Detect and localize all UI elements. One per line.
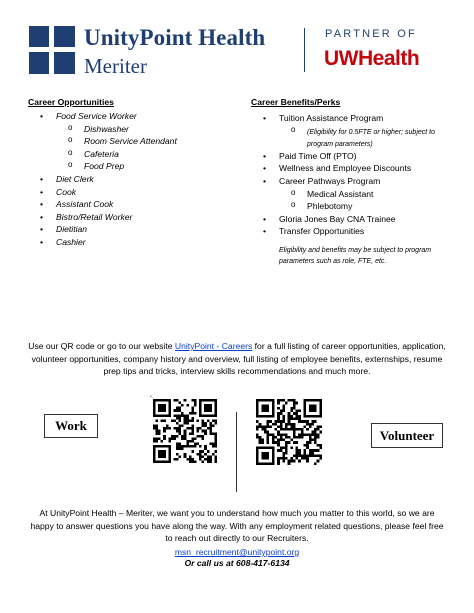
list-item (279, 125, 451, 150)
unitypoint-cross-logo-icon (29, 26, 75, 74)
circle-bullet-icon: o (68, 135, 73, 145)
volunteer-label-box: Volunteer (371, 423, 443, 448)
list-item: • Diet Clerk (40, 173, 94, 184)
recruitment-email (28, 547, 446, 557)
food-service-sublist (56, 123, 238, 173)
bullet-icon: • (40, 186, 44, 197)
circle-bullet-icon: o (291, 187, 296, 197)
bullet-icon: • (263, 163, 267, 174)
work-qr-code[interactable] (153, 399, 217, 463)
list-item: • Transfer Opportunities (263, 226, 365, 237)
list-item: o Medical Assistant (291, 187, 374, 199)
bullet-icon: • (40, 199, 44, 210)
volunteer-qr-code[interactable] (256, 399, 322, 465)
header (0, 0, 474, 86)
bullet-icon: • (263, 213, 267, 224)
partner-label: PARTNER OF (325, 28, 417, 40)
circle-bullet-icon: o (68, 160, 73, 170)
circle-bullet-icon: o (291, 200, 296, 210)
bullet-icon: • (40, 173, 44, 184)
list-item: o Food Prep (68, 160, 125, 172)
career-opportunities-title: Career Opportunities (28, 97, 114, 107)
career-benefits-section (251, 97, 451, 267)
list-item: o Phlebotomy (291, 200, 353, 212)
bullet-icon: • (40, 211, 44, 222)
circle-bullet-icon: o (68, 122, 73, 132)
list-item: • Gloria Jones Bay CNA Trainee (263, 213, 396, 224)
career-opportunities-section (28, 97, 238, 249)
benefits-list (251, 112, 451, 238)
work-label-box: Work (44, 414, 98, 438)
bullet-icon: • (263, 175, 267, 186)
qr-divider (236, 412, 237, 492)
list-item: • Bistro/Retail Worker (40, 211, 133, 222)
marker-dot: • (150, 394, 152, 400)
list-item: • Assistant Cook (40, 199, 114, 210)
list-item: • Wellness and Employee Discounts (263, 163, 412, 174)
bullet-icon: • (40, 224, 44, 235)
bullet-icon: • (263, 150, 267, 161)
list-item: • Cashier (40, 236, 86, 247)
opportunities-list (28, 110, 238, 249)
careers-link[interactable]: UnityPoint - Careers (174, 341, 253, 351)
circle-bullet-icon: o (68, 147, 73, 157)
tuition-sublist (279, 125, 451, 150)
list-item: • Cook (40, 186, 77, 197)
circle-bullet-icon: o (291, 124, 296, 134)
list-item: o Dishwasher (68, 122, 129, 134)
bullet-icon: • (40, 236, 44, 247)
unitypoint-logo-name: UnityPoint Health (84, 25, 266, 50)
list-item: • Dietitian (40, 224, 88, 235)
bullet-icon: • (263, 226, 267, 237)
unitypoint-logo-sub: Meriter (84, 54, 147, 78)
list-item: • Tuition Assistance Program o (Eligibility for 0.5FTE or higher; subject to program parameters) (251, 112, 451, 150)
list-item: • Paid Time Off (PTO) (263, 150, 357, 161)
list-item: • Food Service Worker o Dishwasher o Room Service Attendant o Cafeteria o Food Prep (28, 110, 238, 173)
pathways-sublist (279, 188, 451, 213)
eligibility-note: Eligibility and benefits may be subject to program parameters such as role, FTE, etc. (279, 246, 432, 265)
list-item: o Cafeteria (68, 147, 119, 159)
bullet-icon: • (40, 111, 44, 121)
career-benefits-title: Career Benefits/Perks (251, 97, 341, 107)
tuition-note: (Eligibility for 0.5FTE or higher; subject to program parameters) (307, 128, 435, 149)
list-item: • Career Pathways Program o Medical Assistant o Phlebotomy (251, 175, 451, 213)
uwhealth-logo: UWHealth (324, 47, 420, 70)
info-paragraph: Use our QR code or go to our website UnityPoint - Careers for a full listing of career opportunities, application, volunteer opportunities, company history and overview, full listing of employee benefits, externships, resume prep tips and tricks, interview skills recommendations and much more. (28, 341, 446, 376)
list-item: o Room Service Attendant (68, 135, 177, 147)
bullet-icon: • (263, 113, 267, 123)
call-us-text: Or call us at 608-417-6134 (184, 558, 290, 568)
closing-paragraph: At UnityPoint Health – Meriter, we want you to understand how much you matter to this world, so we are happy to answer questions you have along the way. With any employment related questions, please feel free to reach out directly to our Recruiters. (30, 508, 444, 543)
recruitment-email-link[interactable]: msn_recruitment@unitypoint.org (174, 547, 300, 557)
header-divider (304, 28, 305, 72)
